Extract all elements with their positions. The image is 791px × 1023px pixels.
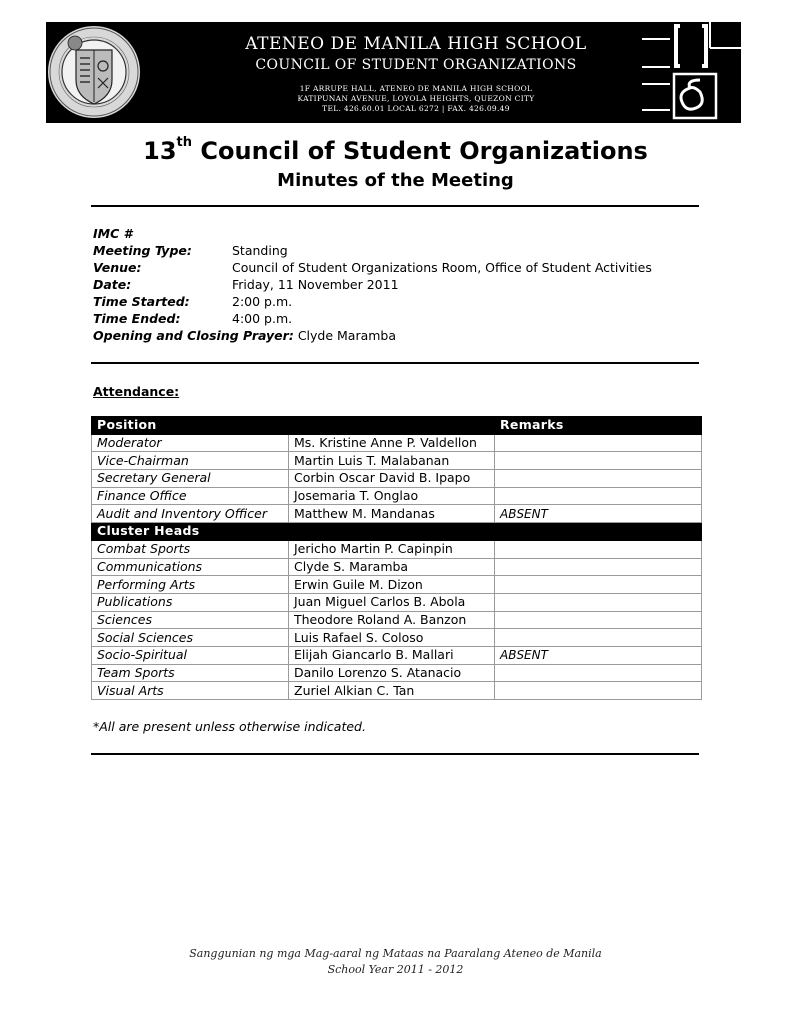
- remarks-cell: [495, 629, 702, 647]
- name-cell: Martin Luis T. Malabanan: [289, 452, 495, 470]
- page-subtitle: Minutes of the Meeting: [277, 170, 514, 191]
- remarks-cell: [495, 434, 702, 452]
- time-ended-label: Time Ended:: [93, 311, 181, 326]
- cluster-header: Cluster Heads: [92, 523, 702, 541]
- remarks-cell: [495, 593, 702, 611]
- position-cell: Finance Office: [92, 487, 289, 505]
- position-cell: Secretary General: [92, 470, 289, 488]
- school-seal-icon: [46, 22, 147, 123]
- prayer-row: [93, 328, 396, 343]
- meeting-type-value: Standing: [232, 243, 288, 258]
- name-cell: Josemaria T. Onglao: [289, 487, 495, 505]
- table-row: [92, 540, 702, 558]
- contact-line: TEL. 426.60.01 LOCAL 6272 | FAX. 426.09.49: [322, 104, 510, 113]
- address-line-1: 1F ARRUPE HALL, ATENEO DE MANILA HIGH SCHOOL: [299, 84, 533, 93]
- table-row: [92, 593, 702, 611]
- cluster-header-row: [92, 523, 702, 541]
- position-cell: Social Sciences: [92, 629, 289, 647]
- imc-label: IMC #: [93, 226, 133, 241]
- table-row: [92, 505, 702, 523]
- footer-line-1: Sanggunian ng mga Mag-aaral ng Mataas na Paaralang Ateneo de Manila: [189, 947, 602, 960]
- meeting-type-label: Meeting Type:: [93, 243, 192, 258]
- header-banner: [46, 22, 741, 123]
- table-row: [92, 664, 702, 682]
- name-cell: Elijah Giancarlo B. Mallari: [289, 646, 495, 664]
- divider: [91, 753, 699, 755]
- remarks-cell: [495, 470, 702, 488]
- position-cell: Communications: [92, 558, 289, 576]
- remarks-cell: ABSENT: [495, 505, 702, 523]
- remarks-cell: [495, 664, 702, 682]
- council-logo-icon: [642, 22, 741, 123]
- name-cell: Juan Miguel Carlos B. Abola: [289, 593, 495, 611]
- position-cell: Publications: [92, 593, 289, 611]
- banner-text: [196, 34, 636, 114]
- table-row: [92, 434, 702, 452]
- date-value: Friday, 11 November 2011: [232, 277, 399, 292]
- table-row: [92, 682, 702, 700]
- time-started-label: Time Started:: [93, 294, 190, 309]
- school-name: ATENEO DE MANILA HIGH SCHOOL: [245, 34, 587, 54]
- table-row: [92, 470, 702, 488]
- prayer-label: Opening and Closing Prayer:: [93, 328, 294, 343]
- table-row: [92, 452, 702, 470]
- position-cell: Vice-Chairman: [92, 452, 289, 470]
- footnote: *All are present unless otherwise indicated.: [93, 719, 366, 734]
- position-cell: Performing Arts: [92, 576, 289, 594]
- name-cell: Clyde S. Maramba: [289, 558, 495, 576]
- venue-value: Council of Student Organizations Room, Office of Student Activities: [232, 260, 652, 275]
- remarks-cell: [495, 487, 702, 505]
- time-started-value: 2:00 p.m.: [232, 294, 293, 309]
- divider: [91, 362, 699, 364]
- address-line-2: KATIPUNAN AVENUE, LOYOLA HEIGHTS, QUEZON CITY: [297, 94, 535, 103]
- attendance-table: [91, 416, 702, 700]
- council-name: COUNCIL OF STUDENT ORGANIZATIONS: [255, 57, 577, 73]
- divider: [91, 205, 699, 207]
- remarks-cell: [495, 558, 702, 576]
- position-cell: Sciences: [92, 611, 289, 629]
- prayer-value: Clyde Maramba: [297, 328, 397, 343]
- name-cell: Danilo Lorenzo S. Atanacio: [289, 664, 495, 682]
- time-ended-value: 4:00 p.m.: [232, 311, 293, 326]
- name-cell: Corbin Oscar David B. Ipapo: [289, 470, 495, 488]
- table-header-row: [92, 417, 702, 435]
- remarks-cell: ABSENT: [495, 646, 702, 664]
- remarks-cell: [495, 576, 702, 594]
- position-cell: Combat Sports: [92, 540, 289, 558]
- name-cell: Erwin Guile M. Dizon: [289, 576, 495, 594]
- page-title: 13th Council of Student Organizations: [143, 135, 648, 165]
- name-cell: Jericho Martin P. Capinpin: [289, 540, 495, 558]
- remarks-cell: [495, 611, 702, 629]
- position-cell: Socio-Spiritual: [92, 646, 289, 664]
- remarks-cell: [495, 540, 702, 558]
- footer-line-2: School Year 2011 - 2012: [327, 963, 464, 976]
- name-cell: Luis Rafael S. Coloso: [289, 629, 495, 647]
- table-row: [92, 558, 702, 576]
- position-cell: Visual Arts: [92, 682, 289, 700]
- name-cell: Theodore Roland A. Banzon: [289, 611, 495, 629]
- name-cell: Matthew M. Mandanas: [289, 505, 495, 523]
- page-footer: [0, 946, 791, 978]
- position-header: Position: [92, 417, 495, 435]
- remarks-cell: [495, 682, 702, 700]
- position-cell: Audit and Inventory Officer: [92, 505, 289, 523]
- table-row: [92, 646, 702, 664]
- position-cell: Moderator: [92, 434, 289, 452]
- venue-label: Venue:: [93, 260, 142, 275]
- table-row: [92, 611, 702, 629]
- name-cell: Zuriel Alkian C. Tan: [289, 682, 495, 700]
- remarks-header: Remarks: [495, 417, 702, 435]
- attendance-table-body: [92, 417, 702, 700]
- name-cell: Ms. Kristine Anne P. Valdellon: [289, 434, 495, 452]
- table-row: [92, 487, 702, 505]
- attendance-heading: Attendance:: [93, 384, 180, 399]
- remarks-cell: [495, 452, 702, 470]
- date-label: Date:: [93, 277, 132, 292]
- table-row: [92, 629, 702, 647]
- position-cell: Team Sports: [92, 664, 289, 682]
- table-row: [92, 576, 702, 594]
